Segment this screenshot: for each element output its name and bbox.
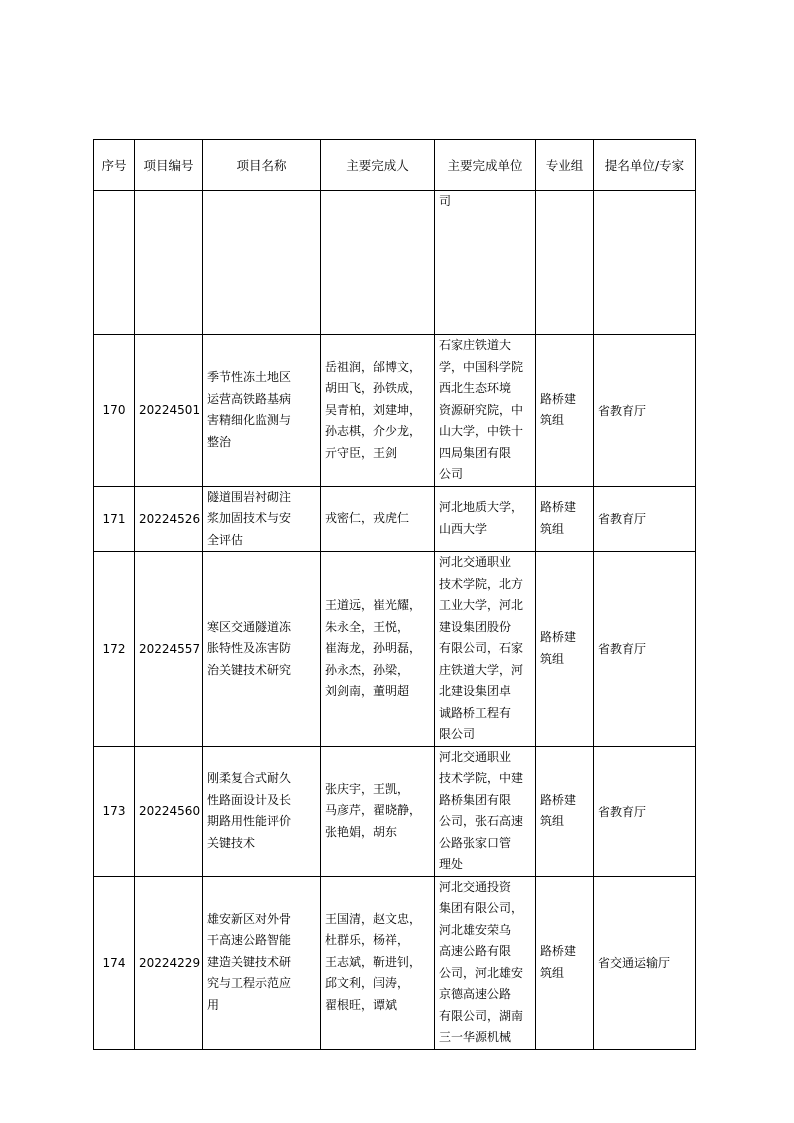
cell-nominator: 省教育厅	[594, 335, 696, 487]
table-row	[94, 552, 696, 747]
cell-project-id: 20224229	[135, 876, 203, 1049]
table-row	[94, 746, 696, 876]
cell-people: 张庆宇，王凯， 马彦芹，翟晓静， 张艳娟，胡东	[321, 746, 435, 876]
cell-project-name: 刚柔复合式耐久 性路面设计及长 期路用性能评价 关键技术	[203, 746, 321, 876]
cell-people: 王国清，赵文忠， 杜群乐，杨祥， 王志斌，靳进钊， 邱文利，闫涛， 翟根旺，谭斌	[321, 876, 435, 1049]
cell-group: 路桥建 筑组	[536, 876, 594, 1049]
cell-nominator: 省教育厅	[594, 552, 696, 747]
cell-no: 171	[94, 486, 135, 552]
cell-group: 路桥建 筑组	[536, 335, 594, 487]
cell-group	[536, 191, 594, 335]
table-row	[94, 486, 696, 552]
cell-no: 173	[94, 746, 135, 876]
cell-project-name: 雄安新区对外骨 干高速公路智能 建造关键技术研 究与工程示范应 用	[203, 876, 321, 1049]
cell-project-id: 20224526	[135, 486, 203, 552]
cell-no: 174	[94, 876, 135, 1049]
cell-people: 戎密仁，戎虎仁	[321, 486, 435, 552]
cell-people: 岳祖润，邰博文， 胡田飞，孙铁成， 吴青柏，刘建坤， 孙志棋，介少龙， 亓守臣，王剑	[321, 335, 435, 487]
cell-project-id	[135, 191, 203, 335]
cell-no: 170	[94, 335, 135, 487]
header-people: 主要完成人	[321, 140, 435, 191]
table-row	[94, 876, 696, 1049]
cell-project-name	[203, 191, 321, 335]
cell-units: 河北交通投资 集团有限公司， 河北雄安荣乌 高速公路有限 公司，河北雄安 京德高速公路 有限公司，湖南 三一华源机械	[435, 876, 536, 1049]
cell-project-id: 20224560	[135, 746, 203, 876]
cell-project-name: 寒区交通隧道冻 胀特性及冻害防 治关键技术研究	[203, 552, 321, 747]
header-project-name: 项目名称	[203, 140, 321, 191]
cell-nominator: 省教育厅	[594, 746, 696, 876]
table-row	[94, 335, 696, 487]
cell-no: 172	[94, 552, 135, 747]
cell-project-name: 季节性冻土地区 运营高铁路基病 害精细化监测与 整治	[203, 335, 321, 487]
table-header-row	[94, 140, 696, 191]
header-no: 序号	[94, 140, 135, 191]
cell-project-id: 20224557	[135, 552, 203, 747]
cell-nominator: 省教育厅	[594, 486, 696, 552]
cell-nominator: 省交通运输厅	[594, 876, 696, 1049]
cell-project-id: 20224501	[135, 335, 203, 487]
award-table	[93, 139, 696, 1050]
cell-people	[321, 191, 435, 335]
cell-units: 河北地质大学， 山西大学	[435, 486, 536, 552]
header-project-id: 项目编号	[135, 140, 203, 191]
table-row	[94, 191, 696, 335]
cell-no	[94, 191, 135, 335]
cell-people: 王道远，崔光耀， 朱永全，王悦， 崔海龙，孙明磊， 孙永杰，孙梁， 刘剑南，董明超	[321, 552, 435, 747]
cell-project-name: 隧道围岩衬砌注 浆加固技术与安 全评估	[203, 486, 321, 552]
cell-units: 司	[435, 191, 536, 335]
cell-group: 路桥建 筑组	[536, 486, 594, 552]
cell-units: 河北交通职业 技术学院，中建 路桥集团有限 公司，张石高速 公路张家口管 理处	[435, 746, 536, 876]
cell-nominator	[594, 191, 696, 335]
cell-group: 路桥建 筑组	[536, 746, 594, 876]
header-units: 主要完成单位	[435, 140, 536, 191]
cell-group: 路桥建 筑组	[536, 552, 594, 747]
header-group: 专业组	[536, 140, 594, 191]
cell-units: 河北交通职业 技术学院，北方 工业大学，河北 建设集团股份 有限公司，石家 庄铁道大学，河 北建设集团卓 诚路桥工程有 限公司	[435, 552, 536, 747]
header-nominator: 提名单位/专家	[594, 140, 696, 191]
cell-units: 石家庄铁道大 学，中国科学院 西北生态环境 资源研究院，中 山大学，中铁十 四局集团有限 公司	[435, 335, 536, 487]
